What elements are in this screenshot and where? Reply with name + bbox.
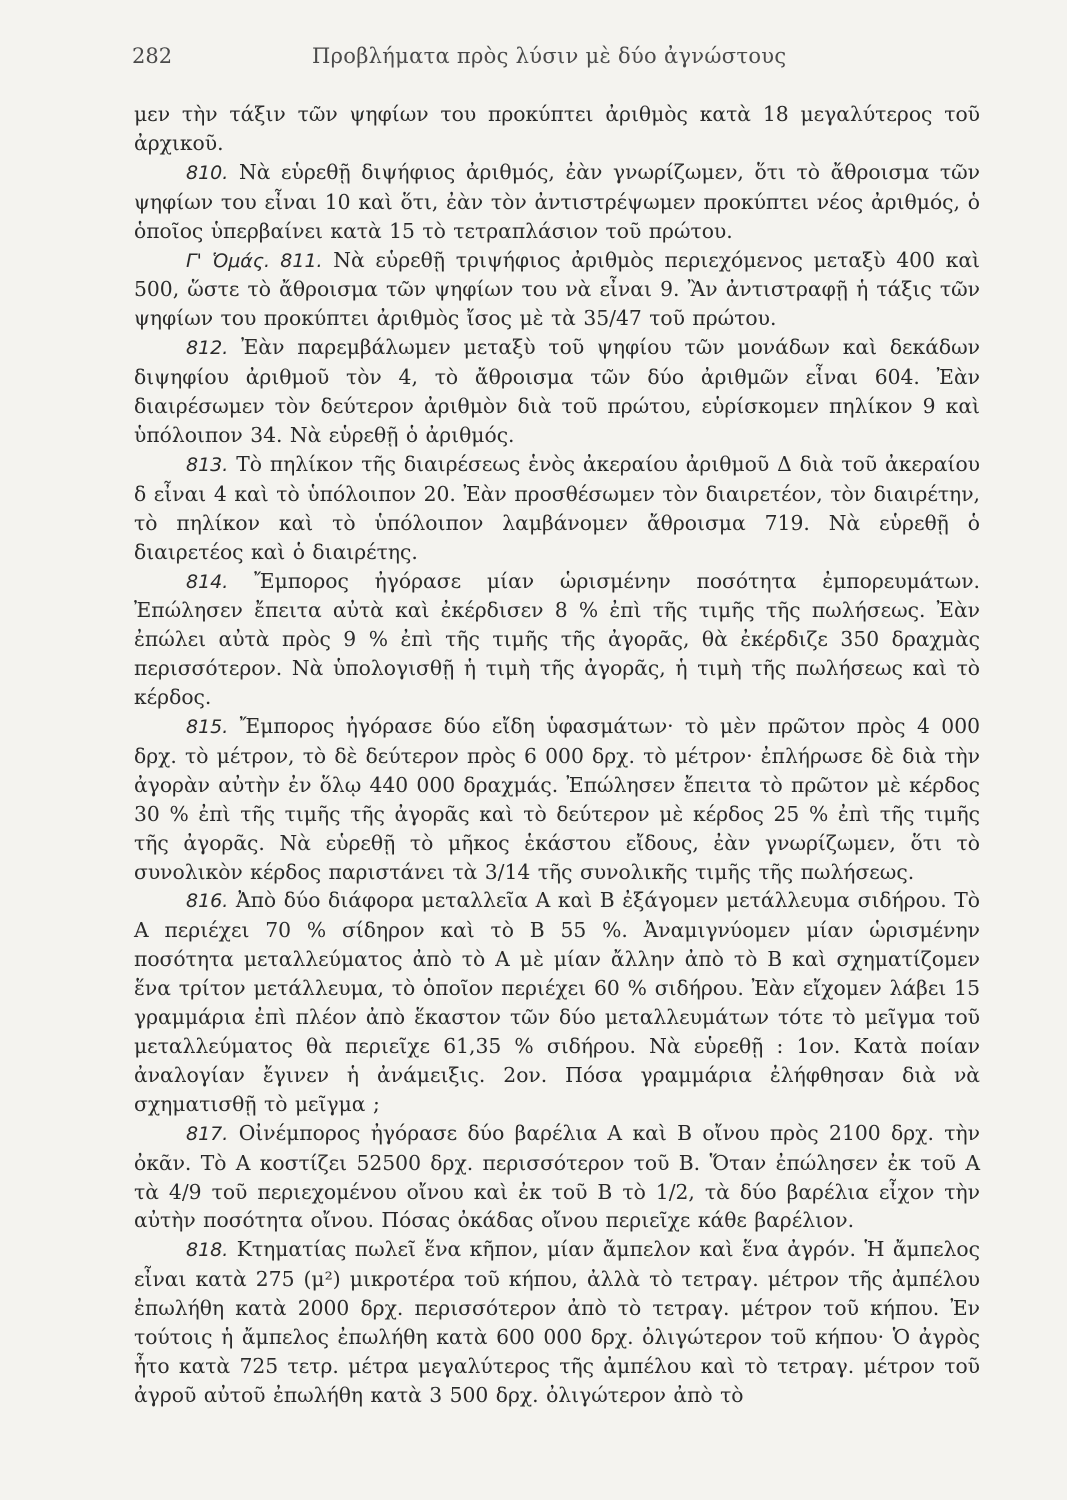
paragraph-text: μεν τὴν τάξιν τῶν ψηφίων του προκύπτει ἀριθμὸς κατὰ 18 μεγαλύτερος τοῦ ἀρχικοῦ. (134, 102, 980, 155)
problem-text: Νὰ εὑρεθῇ τριψήφιος ἀριθμὸς περιεχόμενος μεταξὺ 400 καὶ 500, ὥστε τὸ ἄθροισμα τῶν ψηφίων του νὰ εἶναι 9. Ἂν ἀντιστραφῇ ἡ τάξις τῶν ψηφίων του προκύπτει ἀριθμὸς ἴσος μὲ τὰ 35/47 τοῦ πρώτου. (134, 247, 980, 331)
problem-text: Νὰ εὑρεθῇ διψήφιος ἀριθμός, ἐὰν γνωρίζωμεν, ὅτι τὸ ἄθροισμα τῶν ψηφίων του εἶναι 10 καὶ ὅτι, ἐὰν τὸν ἀντιστρέψωμεν προκύπτει νέος ἀριθμός, ὁ ὁποῖος ὑπερβαίνει κατὰ 15 τὸ τετραπλάσιον τοῦ πρώτου. (134, 159, 980, 243)
problem-818 (134, 1235, 980, 1409)
problem-text: Ἀπὸ δύο διάφορα μεταλλεῖα Α καὶ Β ἐξάγομεν μετάλλευμα σιδήρου. Τὸ Α περιέχει 70 % σίδηρον καὶ τὸ Β 55 %. Ἀναμιγνύομεν μίαν ὡρισμένην ποσότητα μεταλλεύματος ἀπὸ τὸ Α μὲ μίαν ἄλλην ἀπὸ τὸ Β καὶ σχηματίζομεν ἕνα τρίτον μετάλλευμα, τὸ ὁποῖον περιέχει 60 % σιδήρου. Ἐὰν εἴχομεν λάβει 15 γραμμάρια ἐπὶ πλέον ἀπὸ ἕκαστον τῶν δύο μεταλλευμάτων τότε τὸ μεῖγμα τοῦ μεταλλεύματος θὰ περιεῖχε 61,35 % σιδήρου. Νὰ εὑρεθῇ : 1ον. Κατὰ ποίαν ἀναλογίαν ἔγινεν ἡ ἀνάμειξις. 2ον. Πόσα γραμμάρια ἐλήφθησαν διὰ νὰ σχηματισθῇ τὸ μεῖγμα ; (134, 888, 981, 1116)
problem-number: 816. (186, 890, 229, 913)
problem-813 (134, 450, 980, 567)
running-title: Προβλήματα πρὸς λύσιν μὲ δύο ἀγνώστους (312, 44, 787, 68)
problem-number: 813. (186, 453, 229, 476)
problem-text: Ἔμπορος ἠγόρασε μίαν ὡρισμένην ποσότητα ἐμπορευμάτων. Ἐπώλησεν ἔπειτα αὐτὰ καὶ ἐκέρδισεν 8 % ἐπὶ τῆς τιμῆς τῆς πωλήσεως. Ἐὰν ἐπώλει αὐτὰ πρὸς 9 % ἐπὶ τῆς τιμῆς τῆς ἀγορᾶς, θὰ ἐκέρδιζε 350 δραχμὰς περισσότερον. Νὰ ὑπολογισθῇ ἡ τιμὴ τῆς ἀγορᾶς, ἡ τιμὴ τῆς πωλήσεως καὶ τὸ κέρδος. (134, 568, 981, 710)
problem-number: 818. (186, 1239, 229, 1262)
problem-812 (134, 333, 980, 450)
problem-810 (134, 158, 980, 246)
problem-text: Οἰνέμπορος ἠγόρασε δύο βαρέλια Α καὶ Β οἴνου πρὸς 2100 δρχ. τὴν ὀκᾶν. Τὸ Α κοστίζει 52500 δρχ. περισσότερον τοῦ Β. Ὅταν ἐπώλησεν ἐκ τοῦ Α τὰ 4/9 τοῦ περιεχομένου οἴνου καὶ ἐκ τοῦ Β τὸ 1/2, τὰ δύο βαρέλια εἶχον τὴν αὐτὴν ποσότητα οἴνου. Πόσας ὀκάδας οἴνου περιεῖχε κάθε βαρέλιον. (134, 1120, 980, 1233)
problem-text: Τὸ πηλίκον τῆς διαιρέσεως ἑνὸς ἀκεραίου ἀριθμοῦ Δ διὰ τοῦ ἀκεραίου δ εἶναι 4 καὶ τὸ ὑπόλοιπον 20. Ἐὰν προσθέσωμεν τὸν διαιρετέον, τὸν διαιρέτην, τὸ πηλίκον καὶ τὸ ὑπόλοιπον λαμβάνομεν ἄθροισμα 719. Νὰ εὑρεθῇ ὁ διαιρετέος καὶ ὁ διαιρέτης. (134, 451, 981, 564)
problem-811 (134, 246, 980, 334)
problem-number: Γ' Ὁμάς. 811. (186, 249, 323, 272)
problem-816 (134, 886, 980, 1118)
problem-number: 814. (186, 570, 229, 593)
problem-text: Ἔμπορος ἠγόρασε δύο εἴδη ὑφασμάτων· τὸ μὲν πρῶτον πρὸς 4 000 δρχ. τὸ μέτρον, τὸ δὲ δεύτερον πρὸς 6 000 δρχ. τὸ μέτρον· ἐπλήρωσε δὲ διὰ τὴν ἀγορὰν αὐτὴν ἐν ὅλῳ 440 000 δραχμάς. Ἐπώλησεν ἔπειτα τὸ πρῶτον μὲ κέρδος 30 % ἐπὶ τῆς τιμῆς τῆς ἀγορᾶς καὶ τὸ δεύτερον μὲ κέρδος 25 % ἐπὶ τῆς τιμῆς τῆς ἀγορᾶς. Νὰ εὑρεθῇ τὸ μῆκος ἑκάστου εἴδους, ἐὰν γνωρίζωμεν, ὅτι τὸ συνολικὸν κέρδος παριστάνει τὰ 3/14 τῆς συνολικῆς τιμῆς τῆς πωλήσεως. (134, 714, 980, 884)
problem-number: 810. (186, 161, 229, 184)
problem-number: 812. (186, 337, 229, 360)
body-text (134, 100, 980, 1410)
problem-817 (134, 1119, 980, 1236)
page-header (132, 44, 982, 78)
problem-number: 815. (186, 716, 229, 739)
problem-text: Ἐὰν παρεμβάλωμεν μεταξὺ τοῦ ψηφίου τῶν μονάδων καὶ δεκάδων διψηφίου ἀριθμοῦ τὸν 4, τὸ ἄθροισμα τῶν δύο ἀριθμῶν εἶναι 604. Ἐὰν διαιρέσωμεν τὸν δεύτερον ἀριθμὸν διὰ τοῦ πρώτου, εὑρίσκομεν πηλίκον 9 καὶ ὑπόλοιπον 34. Νὰ εὑρεθῇ ὁ ἀριθμός. (134, 335, 980, 447)
page-number: 282 (132, 44, 173, 68)
problem-number: 817. (186, 1122, 229, 1145)
problem-814 (134, 567, 980, 713)
paragraph-continuation (134, 100, 980, 158)
problem-815 (134, 712, 980, 886)
problem-text: Κτηματίας πωλεῖ ἕνα κῆπον, μίαν ἄμπελον καὶ ἕνα ἀγρόν. Ἡ ἄμπελος εἶναι κατὰ 275 (μ²) μικροτέρα τοῦ κήπου, ἀλλὰ τὸ τετραγ. μέτρον τῆς ἀμπέλου ἐπωλήθη κατὰ 2000 δρχ. περισσότερον ἀπὸ τὸ τετραγ. μέτρον τοῦ κήπου. Ἐν τούτοις ἡ ἄμπελος ἐπωλήθη κατὰ 600 000 δρχ. ὀλιγώτερον τοῦ κήπου· Ὁ ἀγρὸς ἦτο κατὰ 725 τετρ. μέτρα μεγαλύτερος τῆς ἀμπέλου καὶ τὸ τετραγ. μέτρον τοῦ ἀγροῦ αὐτοῦ ἐπωλήθη κατὰ 3 500 δρχ. ὀλιγώτερον ἀπὸ τὸ (134, 1237, 981, 1407)
